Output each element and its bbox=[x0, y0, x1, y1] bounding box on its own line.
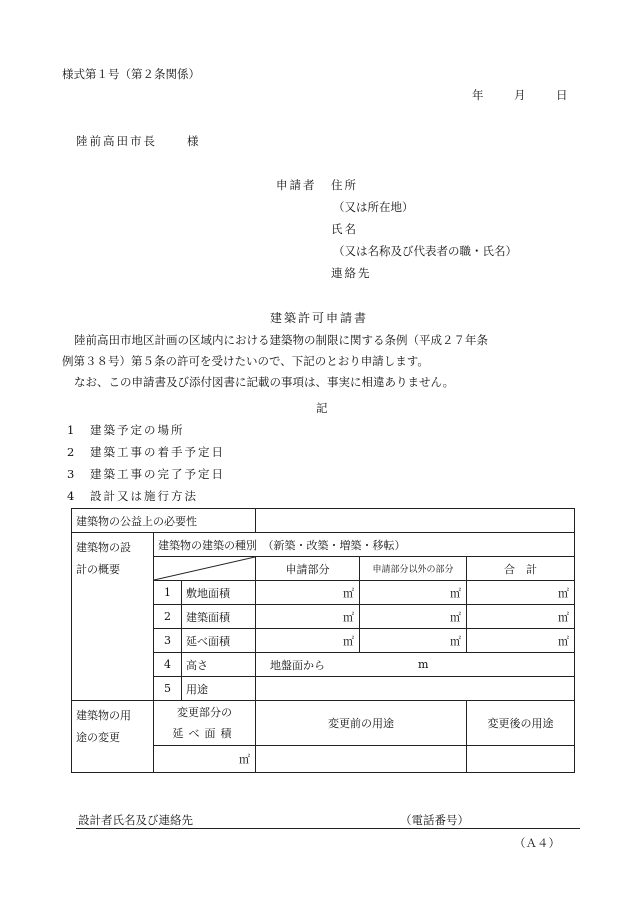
item-4-label: 設計又は施行方法 bbox=[90, 489, 198, 503]
table-row bbox=[72, 533, 575, 557]
floor-area-total[interactable]: ㎡ bbox=[467, 629, 575, 653]
row-3-no: 3 bbox=[154, 629, 182, 653]
row-5-label: 用途 bbox=[182, 677, 256, 701]
item-2-no: 2 bbox=[67, 445, 75, 459]
use-change-line2: 途の変更 bbox=[76, 731, 120, 744]
row-1-label: 敷地面積 bbox=[182, 581, 256, 605]
applicant-address-note: （又は所在地） bbox=[333, 200, 414, 214]
building-area-other[interactable]: ㎡ bbox=[360, 605, 467, 629]
signature-line bbox=[76, 828, 580, 829]
applicant-label: 申請者 bbox=[276, 178, 317, 192]
body-p2: なお、この申請書及び添付図書に記載の事項は、事実に相違ありません。 bbox=[74, 375, 455, 389]
ki-mark: 記 bbox=[316, 401, 328, 415]
site-area-total[interactable]: ㎡ bbox=[467, 581, 575, 605]
document-title: 建築許可申請書 bbox=[270, 311, 369, 325]
body-p1-line2: 例第３８号）第５条の許可を受けたいので、下記のとおり申請します。 bbox=[62, 354, 429, 368]
applicant-address-label: 住所 bbox=[331, 178, 358, 192]
table-row bbox=[72, 701, 575, 746]
addressee-name: 陸前高田市長 bbox=[76, 134, 157, 148]
designer-label: 設計者氏名及び連絡先 bbox=[78, 813, 193, 827]
col-applied-header: 申請部分 bbox=[256, 557, 360, 581]
design-outline-line1: 建築物の設 bbox=[76, 541, 131, 554]
item-1-label: 建築予定の場所 bbox=[90, 423, 185, 437]
diagonal-header-cell bbox=[154, 557, 256, 581]
site-area-other[interactable]: ㎡ bbox=[360, 581, 467, 605]
row-4-no: 4 bbox=[154, 653, 182, 677]
row-3-label: 延べ面積 bbox=[182, 629, 256, 653]
use-change-label bbox=[72, 701, 154, 773]
item-2-label: 建築工事の着手予定日 bbox=[90, 445, 225, 459]
row-2-label: 建築面積 bbox=[182, 605, 256, 629]
floor-area-applied[interactable]: ㎡ bbox=[256, 629, 360, 653]
date-month: 月 bbox=[514, 88, 526, 102]
row-4-label: 高さ bbox=[182, 653, 256, 677]
item-3-no: 3 bbox=[67, 467, 75, 481]
phone-label: （電話番号） bbox=[400, 813, 469, 827]
height-unit: m bbox=[418, 658, 429, 671]
date-day: 日 bbox=[556, 88, 568, 102]
before-use-value[interactable] bbox=[256, 746, 467, 773]
row-5-no: 5 bbox=[154, 677, 182, 701]
item-1-no: 1 bbox=[67, 423, 75, 437]
change-area-value[interactable]: ㎡ bbox=[154, 746, 256, 773]
body-paragraph-1 bbox=[62, 330, 582, 393]
applicant-contact-label: 連絡先 bbox=[331, 266, 372, 280]
change-area-line2: 延べ面積 bbox=[172, 727, 237, 740]
paper-size-label: （Ａ４） bbox=[514, 836, 560, 850]
site-area-applied[interactable]: ㎡ bbox=[256, 581, 360, 605]
row-2-no: 2 bbox=[154, 605, 182, 629]
public-need-label: 建築物の公益上の必要性 bbox=[72, 509, 256, 533]
form-number: 様式第１号（第２条関係） bbox=[62, 67, 200, 81]
change-area-line1: 変更部分の bbox=[177, 706, 232, 719]
floor-area-other[interactable]: ㎡ bbox=[360, 629, 467, 653]
after-use-label: 変更後の用途 bbox=[467, 701, 575, 746]
height-value[interactable] bbox=[256, 653, 575, 677]
col-total-header: 合 計 bbox=[467, 557, 575, 581]
building-area-applied[interactable]: ㎡ bbox=[256, 605, 360, 629]
design-outline-line2: 計の概要 bbox=[76, 563, 120, 576]
design-table bbox=[71, 508, 575, 773]
applicant-name-label: 氏名 bbox=[331, 222, 358, 236]
use-value[interactable] bbox=[256, 677, 575, 701]
item-4-no: 4 bbox=[67, 489, 75, 503]
build-type-label: 建築物の建築の種別 （新築・改築・増築・移転） bbox=[154, 533, 575, 557]
date-year: 年 bbox=[472, 88, 484, 102]
change-area-label bbox=[154, 701, 256, 746]
table-row bbox=[72, 509, 575, 533]
after-use-value[interactable] bbox=[467, 746, 575, 773]
col-other-header: 申請部分以外の部分 bbox=[360, 557, 467, 581]
addressee-honorific: 様 bbox=[187, 134, 199, 148]
body-p1-line1: 陸前高田市地区計画の区域内における建築物の制限に関する条例（平成２７年条 bbox=[74, 333, 488, 347]
height-from-label: 地盤面から bbox=[270, 658, 326, 672]
diagonal-line bbox=[154, 557, 255, 580]
public-need-value[interactable] bbox=[256, 509, 575, 533]
applicant-name-note: （又は名称及び代表者の職・氏名） bbox=[333, 244, 517, 258]
design-outline-label bbox=[72, 533, 154, 701]
row-1-no: 1 bbox=[154, 581, 182, 605]
building-area-total[interactable]: ㎡ bbox=[467, 605, 575, 629]
use-change-line1: 建築物の用 bbox=[76, 709, 131, 722]
before-use-label: 変更前の用途 bbox=[256, 701, 467, 746]
item-3-label: 建築工事の完了予定日 bbox=[90, 467, 225, 481]
